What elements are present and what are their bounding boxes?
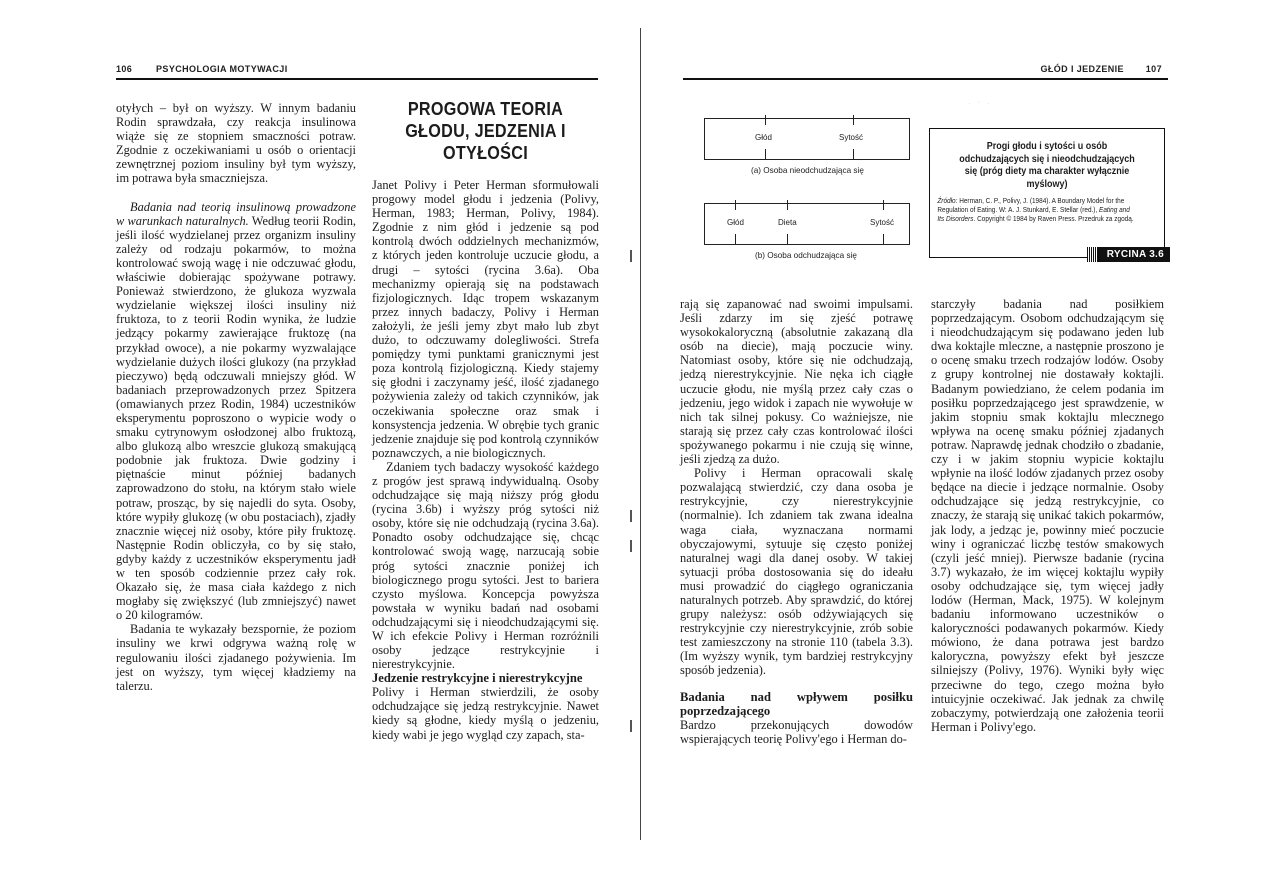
figure-source	[930, 191, 1145, 224]
left-page-number: 106	[116, 64, 133, 74]
right-col1-paragraph-3: Bardzo przekonujących dowodów wspierających teorię Polivy'ego i Herman do-	[680, 717, 913, 746]
diagram-b-caption: (b) Osoba odchudzająca się	[755, 251, 857, 260]
diagram-b-satiety-top-tick	[883, 200, 884, 210]
left-running-title: PSYCHOLOGIA MOTYWACJI	[156, 64, 288, 74]
scan-specks: . · .	[969, 100, 992, 106]
left-col2-paragraph-2: Zdaniem tych badaczy wysokość każdego z progów jest sprawą indywidualną. Osoby odchudzające się mają niższy próg głodu (rycina 3.6b) i wyższy próg sytości niż osoby, które się nie odchudzają (rycina 3.6a). Ponadto osoby odchudzające się, chcąc kontrolować swoją wagę, narzucają sobie próg sytości znacznie poniżej ich biologicznego progu sytości. Jest to bariera czysto myślowa. Koncepcja powyższa powstała w wyniku badań nad osobami odchudzającymi się i nieodchudzającymi się. W ich efekcie Polivy i Herman rozróżnili osoby jedzące restrykcyjnie i nierestrykcyjnie.	[372, 459, 599, 672]
diagram-a-satiety-label: Sytość	[839, 133, 864, 142]
left-running-head	[116, 64, 288, 74]
figure-tag: RYCINA 3.6	[1097, 247, 1170, 262]
diagram-b-hunger-bottom-tick	[735, 234, 736, 244]
figure-source-text: Herman, C. P., Polivy, J. (1984). A Boundary Model for the Regulation of Eating. W: A. J. Stunkard, E. Stellar (red.),	[937, 198, 1125, 214]
diagram-a-satiety-bottom-tick	[853, 149, 854, 159]
figure-caption-box	[929, 128, 1165, 258]
diagram-b-box	[704, 203, 910, 245]
left-col1-paragraph-2-text: Według teorii Rodin, jeśli ilość wydzielanej przez organizm insuliny zależy od rodzaju pokarmów, to można kontrolować swoją wagę i nie odczuwać głodu, właściwie dobierając spożywane potrawy. Ponieważ stwierdzono, że glukoza wyzwala wydzielanie większej ilości insuliny niż fruktoza, to z teorii Rodin wynika, że ludzie jedzący pokarmy zawierające fruktozę (na przykład owoce), a nie pokarmy wyzwalające wydzielanie dużych ilości glukozy (na przykład pieczywo) będą odczuwali mniejszy głód. W badaniach przeprowadzonych przez Spitzera (omawianych przez Rodin, 1984) uczestników eksperymentu poproszono o wypicie wody o smaku cytrynowym osłodzonej albo fruktozą, albo glukozą albo wreszcie glukozą smakującą podobnie jak fruktoza. Dwie godziny i piętnaście minut później badanych zaprowadzono do stołu, na którym stało wiele potraw, prosząc, by się najedli do syta. Osoby, które wypiły glukozę (w obu postaciach), zjadły znacznie więcej niż osoby, które piły fruktozę. Następnie Rodin obliczyła, co by się stało, gdyby każdy z uczestników eksperymentu jadł w ten sposób codziennie przez cały rok. Okazało się, że masa ciała każdego z nich mogłaby się zwiększyć (lub zmniejszyć) nawet o 20 kilogramów.	[116, 213, 356, 623]
diagram-b-diet-bottom-tick	[787, 234, 788, 244]
figure-source-tail: . Copyright © 1984 by Raven Press. Przedruk za zgodą.	[973, 216, 1134, 223]
diagram-a-caption: (a) Osoba nieodchudzająca się	[751, 166, 864, 175]
left-col1-paragraph-2	[116, 200, 356, 623]
left-col2-paragraph-3: Polivy i Herman stwierdzili, że osoby odchudzające się jedzą restrykcyjnie. Nawet kiedy są głodne, kiedy myślą o jedzeniu, kiedy wabi je jego wygląd czy zapach, sta-	[372, 685, 599, 742]
diagram-a-hunger-label: Głód	[755, 133, 772, 142]
right-column-1	[680, 297, 913, 746]
left-col1-paragraph-1: otyłych – był on wyższy. W innym badaniu Rodin sprawdzała, czy reakcja insulinowa wiąże się ze stopniem smaczności potraw. Zgodnie z oczekiwaniami u osób o orientacji zewnętrznej poziom insuliny był tym wyższy, im potrawa była smaczniejsza.	[116, 101, 356, 186]
left-col2-subheading: Jedzenie restrykcyjne i nierestrykcyjne	[372, 671, 583, 686]
left-column-2	[372, 98, 599, 742]
diagram-a-satiety-top-tick	[853, 115, 854, 125]
left-column-1	[116, 101, 356, 693]
left-col1-paragraph-3: Badania te wykazały bezspornie, że poziom insuliny we krwi odgrywa ważną rolę w regulowaniu ilości zjadanego pożywienia. Im jest on wyższy, tym więcej kładziemy na talerzu.	[116, 622, 356, 693]
right-header-rule	[683, 78, 1168, 80]
section-title: PROGOWA TEORIA GŁODU, JEDZENIA I OTYŁOŚCI	[405, 99, 566, 163]
diagram-b-hunger-label: Głód	[727, 218, 744, 227]
figure-title: Progi głodu i sytości u osób odchudzających się i nieodchudzających się (próg diety ma charakter wyłącznie myślowy)	[959, 141, 1135, 190]
diagram-a-box	[704, 118, 910, 160]
right-col1-paragraph-1: rają się zapanować nad swoimi impulsami. Jeśli zdarzy im się zjeść potrawę wysokokaloryczną (absolutnie zakazaną dla osób na diecie), mają poczucie winy. Natomiast osoby, które się nie odchudzają, jedzą nierestrykcyjnie. Nie nęka ich ciągłe uczucie głodu, nie myślą przez cały czas o jedzeniu, jego widok i zapach nie wywołuje w nich tak silnej pokusy. Co ważniejsze, nie starają się przez cały czas kontrolować ilości spożywanego pokarmu i nie czują się winne, jeśli zjedzą za dużo.	[680, 297, 913, 467]
left-header-rule	[116, 78, 598, 80]
diagram-b-diet-top-tick	[787, 200, 788, 210]
right-running-title: GŁÓD I JEDZENIE	[1040, 64, 1124, 74]
diagram-b-diet-label: Dieta	[778, 218, 797, 227]
right-column-2	[931, 297, 1164, 734]
left-page	[0, 0, 630, 894]
right-page-number: 107	[1145, 64, 1162, 74]
right-running-head	[1040, 64, 1162, 74]
diagram-b-hunger-top-tick	[735, 200, 736, 210]
right-page	[631, 0, 1262, 894]
left-col1-italic-lead: Badania nad teorią insulinową prowadzone w warunkach naturalnych.	[116, 199, 356, 228]
diagram-b-satiety-bottom-tick	[883, 234, 884, 244]
right-col1-paragraph-2: Polivy i Herman opracowali skalę pozwalającą stwierdzić, czy dana osoba je restrykcyjnie, czy nierestrykcyjnie (normalnie). Ich zdaniem tak zwana idealna waga ciała, wyznaczana normami obyczajowymi, sytuuje się często poniżej naturalnej wagi dla danej osoby. W takiej sytuacji próba dostosowania się do ideału musi prowadzić do ciągłego ograniczania naturalnych potrzeb. Aby sprawdzić, do której grupy należysz: osób odżywiających się restrykcyjnie czy nierestrykcyjnie, zrób sobie test zamieszczony na stronie 110 (tabela 3.3). (Im wyższy wynik, tym bardziej restrykcyjny sposób jedzenia).	[680, 466, 913, 678]
figure-source-italic: Eating and Its Disorders	[937, 207, 1130, 223]
right-col1-subheading: Badania nad wpływem posiłku poprzedzającego	[680, 689, 913, 718]
figure-source-prefix: Źródło:	[937, 198, 958, 205]
right-col2-paragraph-1: starczyły badania nad posiłkiem poprzedzającym. Osobom odchudzającym się i nieodchudzającym się podawano jeden lub dwa koktajle mleczne, a następnie proszono je o ocenę smaku trzech rodzajów lodów. Osoby z grupy kontrolnej nie dostawały koktajli. Badanym powiedziano, że celem podania im posiłku poprzedzającego jest sprawdzenie, w jakim stopniu smak koktajlu mlecznego wpływa na ocenę smaku później zjadanych potraw. Naprawdę jednak chodziło o zbadanie, czy i w jakim stopniu wypicie koktajlu wpłynie na ilość lodów zjadanych przez osoby będące na diecie i jedzące normalnie. Osoby odchudzające się jedzą restrykcyjnie, co znaczy, że starają się unikać takich pokarmów, jak lody, a jedząc je, powinny mieć poczucie winy i ograniczać liczbę testów smakowych (czyli jeść mniej). Pierwsze badanie (rycina 3.7) wykazało, że im więcej koktajlu wypiły osoby odchudzające się, tym więcej jadły lodów (Herman, Mack, 1975). W kolejnym badaniu informowano uczestników o kaloryczności podawanych pokarmów. Kiedy mówiono, że dana potrawa jest bardzo kaloryczna, powyższy efekt był jeszcze silniejszy (Polivy, 1976). Wyniki były więc przeciwne do tego, czego można było intuicyjnie oczekiwać. Jak jednak za chwilę zobaczymy, potwierdzają one założenia teorii Herman i Polivy'ego.	[931, 297, 1164, 734]
diagram-a-hunger-top-tick	[765, 115, 766, 125]
left-col2-paragraph-1: Janet Polivy i Peter Herman sformułowali progowy model głodu i jedzenia (Polivy, Herman, 1983; Herman, Polivy, 1984). Zgodnie z nim głód i jedzenie są pod kontrolą dwóch oddzielnych mechanizmów, z których jeden kontroluje uczucie głodu, a drugi – sytości (rycina 3.6a). Oba mechanizmy opierają się na podstawach fizjologicznych. Idąc tropem wskazanym przez innych badaczy, Polivy i Herman założyli, że jeśli jemy zbyt mało lub zbyt dużo, to odczuwamy dolegliwości. Strefa pomiędzy tymi punktami granicznymi jest poza kontrolą fizjologiczną. Kiedy stajemy się głodni i zaczynamy jeść, ilość zjadanego pożywienia zależy od takich czynników, jak oczekiwania społeczne oraz smak i konsystencja jedzenia. W obrębie tych granic jedzenie znajduje się pod kontrolą czynników poznawczych, a nie biologicznych.	[372, 178, 599, 460]
diagram-a-hunger-bottom-tick	[765, 149, 766, 159]
diagram-b-satiety-label: Sytość	[870, 218, 895, 227]
